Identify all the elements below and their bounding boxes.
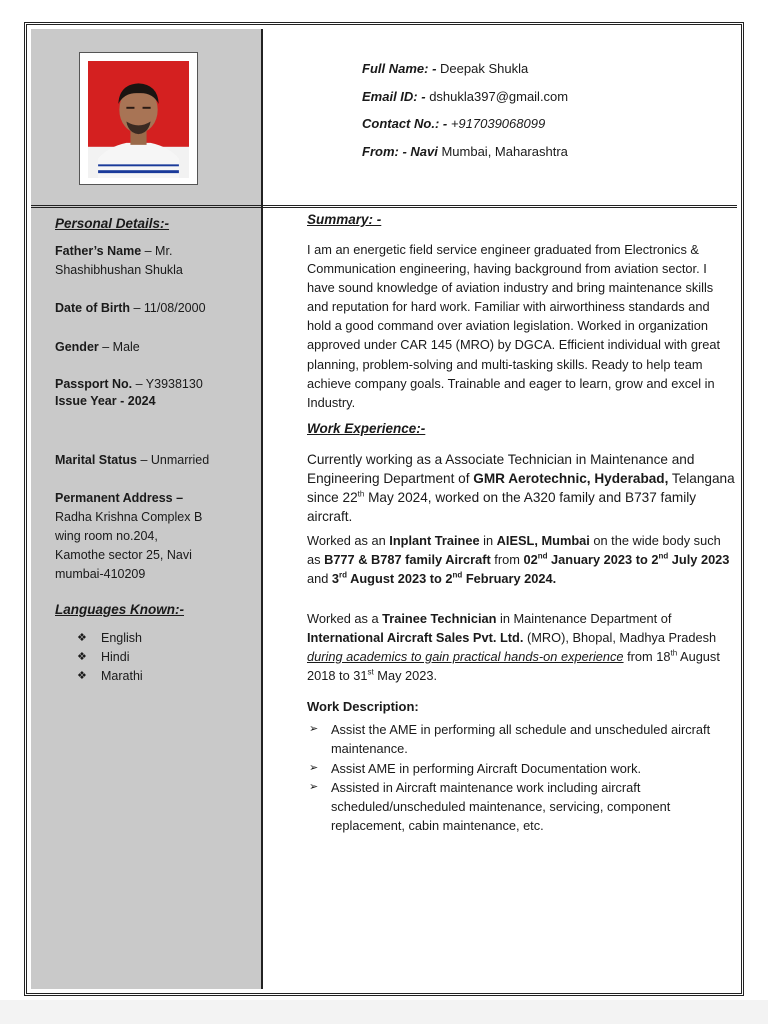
father-label: Father’s Name [55, 244, 142, 258]
address-line: Kamothe sector 25, Navi [55, 548, 192, 562]
role-title: Trainee Technician [382, 611, 497, 626]
work-text: Telangana since 22 [307, 471, 735, 505]
arrow-bullet-icon: ➢ [309, 780, 319, 793]
work-text: (MRO), Bhopal, Madhya Pradesh [523, 630, 717, 645]
diamond-bullet-icon: ❖ [77, 651, 87, 663]
work-text: and [307, 571, 332, 586]
date-text: February 2024. [462, 571, 557, 586]
language-item [55, 667, 255, 686]
address-label: Permanent Address – [55, 491, 184, 505]
language-label: English [101, 631, 142, 645]
work-text: from [490, 552, 524, 567]
ordinal-suffix: nd [537, 551, 548, 561]
list-item-text: Assist AME in performing Aircraft Documentation work. [331, 760, 642, 776]
language-item [55, 629, 255, 648]
ordinal-suffix: rd [339, 570, 348, 580]
list-item [307, 720, 737, 759]
address-line: mumbai-410209 [55, 567, 146, 581]
passport-value: – Y3938130 [132, 377, 203, 391]
work-heading-wrap [307, 421, 737, 436]
work-experience-heading: Work Experience:- [307, 421, 426, 436]
arrow-bullet-icon: ➢ [309, 761, 319, 774]
date-text: January 2023 to 2 [547, 552, 659, 567]
email-label: Email ID: - [362, 88, 426, 104]
gender [55, 338, 255, 357]
dob-label: Date of Birth [55, 301, 130, 315]
work-text: May 2023. [373, 668, 438, 683]
work-text: in Maintenance Department of [496, 611, 672, 626]
company-name: GMR Aerotechnic, Hyderabad, [473, 471, 669, 486]
full-name-row [362, 55, 568, 83]
father-sep: – Mr. [141, 244, 173, 258]
work-entry-ias [307, 609, 737, 685]
work-description-heading-wrap [307, 699, 737, 714]
profile-photo-image [88, 61, 189, 178]
issue-value: - 2024 [116, 394, 156, 408]
work-text: on the wide body such as [307, 533, 721, 567]
work-entry-aiesl [307, 531, 737, 588]
list-item [307, 759, 737, 778]
from-value: Mumbai, Maharashtra [437, 143, 568, 159]
father-value: Shashibhushan Shukla [55, 263, 183, 277]
personal-details-heading: Personal Details:- [55, 216, 170, 231]
summary-heading-wrap [307, 212, 737, 227]
date-text: August 2023 to 2 [347, 571, 453, 586]
contact-block [362, 55, 568, 165]
ordinal-suffix: nd [452, 570, 463, 580]
language-item [55, 648, 255, 667]
work-description-list [307, 720, 737, 836]
diamond-bullet-icon: ❖ [77, 670, 87, 682]
issue-label: Issue Year [55, 394, 117, 408]
email-row [362, 83, 568, 111]
personal-details-heading-wrap [55, 214, 255, 233]
summary-heading: Summary: - [307, 212, 382, 227]
list-item [307, 778, 737, 836]
passport-label: Passport No. [55, 377, 133, 391]
address-line: wing room no.204, [55, 529, 158, 543]
resume-frame [24, 22, 744, 996]
languages-list-wrap [55, 629, 255, 686]
date-of-birth [55, 299, 255, 318]
work-text: August 2018 to 31 [307, 649, 720, 683]
permanent-address [55, 489, 255, 584]
work-text: May 2024, worked on the A320 family and B737 family aircraft. [307, 490, 697, 524]
language-label: Hindi [101, 650, 130, 664]
diamond-bullet-icon: ❖ [77, 632, 87, 644]
work-text: in [479, 533, 497, 548]
role-title: Inplant Trainee [389, 533, 480, 548]
aircraft-types: B777 & B787 family Aircraft [324, 552, 491, 567]
father-name [55, 242, 255, 280]
from-label: From: - Navi [362, 143, 438, 159]
list-item-text: Assist the AME in performing all schedule and unscheduled aircraft maintenance. [331, 722, 711, 757]
company-name: AIESL, Mumbai [496, 533, 590, 548]
languages-heading-wrap [55, 600, 255, 619]
arrow-bullet-icon: ➢ [309, 723, 319, 735]
ordinal-suffix: th [670, 648, 678, 658]
work-description-list-wrap [307, 720, 737, 836]
work-text: Worked as a [307, 611, 383, 626]
address-line: Radha Krishna Complex B [55, 510, 203, 524]
marital-value: – Unmarried [136, 453, 210, 467]
academic-note: during academics to gain practical hands-on experience [307, 649, 624, 664]
list-item-text: Assisted in Aircraft maintenance work including aircraft scheduled/unscheduled maintenance, servicing, component replacement, cabin maintenance, etc. [331, 779, 671, 834]
ordinal-suffix: st [367, 667, 374, 677]
work-entry-gmr [307, 450, 737, 526]
email-value[interactable]: dshukla397@gmail.com [425, 88, 569, 104]
language-label: Marathi [101, 669, 143, 683]
full-name-label: Full Name: - [362, 61, 437, 76]
summary-text: I am an energetic field service engineer graduated from Electronics & Communication engineering, having background from aviation sector. I have sound knowledge of aviation industry and bring maintenance skills and reputation for hard work. Familiar with airworthiness standards and hold a good command over aviation legislation. Worked in organization approved under CAR 145 (MRO) by DGCA. Efficient individual with great planning, problem-solving and multi-tasking skills. Ready to help team achieve company goals. Trainable and eager to learn, grow and excel in Industry. [307, 242, 721, 410]
date-text: July 2023 [668, 552, 730, 567]
marital-label: Marital Status [55, 453, 137, 467]
date-text: 3 [331, 571, 340, 586]
work-description-heading: Work Description: [307, 699, 419, 714]
work-text: from 18 [623, 649, 671, 664]
header-divider [31, 205, 737, 208]
contact-row [362, 110, 568, 138]
work-text: Currently working as a Associate Technician in Maintenance and Engineering Department of [307, 452, 695, 486]
contact-value: +917039068099 [447, 116, 546, 131]
date-text: 02 [523, 552, 538, 567]
full-name-value: Deepak Shukla [436, 61, 529, 76]
contact-label: Contact No.: - [362, 116, 448, 131]
dob-value: – 11/08/2000 [130, 301, 206, 315]
languages-heading: Languages Known:- [55, 602, 184, 617]
ordinal-suffix: nd [658, 551, 669, 561]
from-row [362, 138, 568, 166]
gender-value: – Male [98, 340, 140, 354]
languages-list [55, 629, 255, 686]
company-name: International Aircraft Sales Pvt. Ltd. [307, 630, 524, 645]
ordinal-suffix: th [357, 489, 365, 499]
profile-photo [79, 52, 198, 185]
gender-label: Gender [55, 340, 99, 354]
marital-status [55, 451, 255, 470]
passport [55, 376, 255, 410]
work-text: Worked as an [307, 533, 390, 548]
